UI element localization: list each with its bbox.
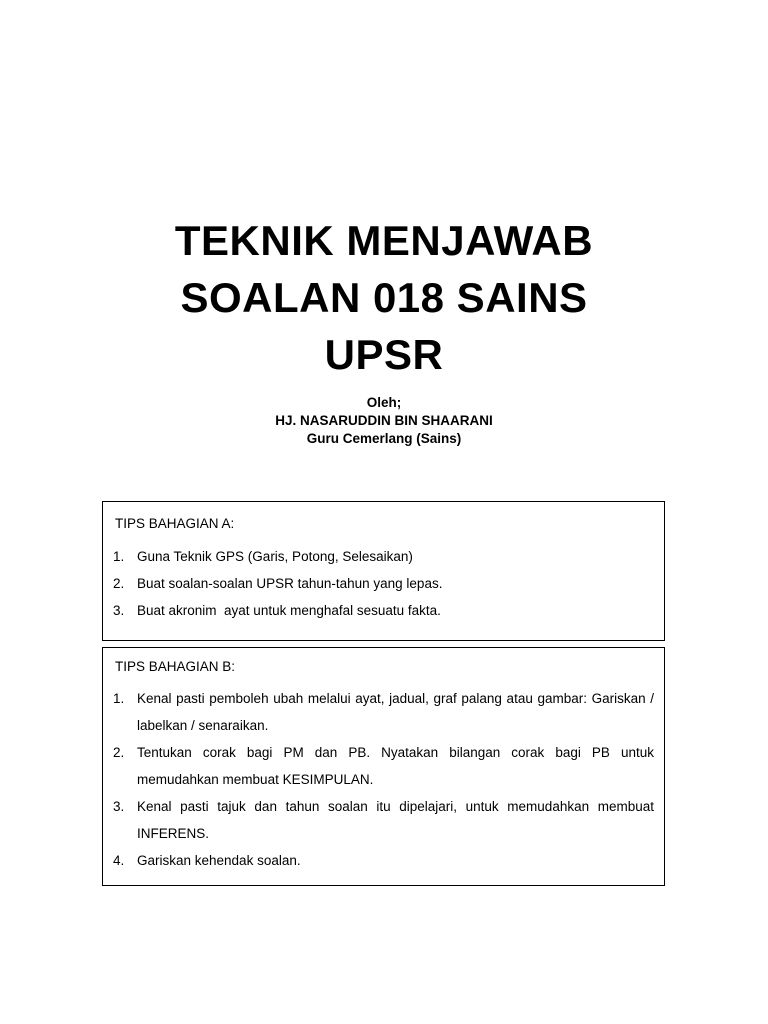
- list-item: [113, 543, 654, 570]
- author-role: Guru Cemerlang (Sains): [306, 431, 462, 446]
- list-item: [113, 597, 654, 624]
- list-item: [113, 793, 654, 847]
- section-b-heading: TIPS BAHAGIAN B:: [115, 659, 236, 674]
- list-item: [113, 685, 654, 739]
- list-item: [113, 570, 654, 597]
- title-line-2: SOALAN 018 SAINS: [180, 274, 588, 321]
- byline-label: Oleh;: [366, 395, 402, 410]
- section-a-list: [113, 543, 654, 624]
- item-number: 1.: [113, 691, 125, 706]
- item-text: Tentukan corak bagi PM dan PB. Nyatakan bilangan corak bagi PB untuk memudahkan membuat KESIMPULAN.: [137, 745, 654, 787]
- item-number: 3.: [113, 799, 125, 814]
- item-text: Guna Teknik GPS (Garis, Potong, Selesaikan): [137, 549, 413, 564]
- section-a-heading: TIPS BAHAGIAN A:: [115, 516, 235, 531]
- item-text: Gariskan kehendak soalan.: [137, 853, 301, 868]
- item-number: 3.: [113, 603, 125, 618]
- list-item: [113, 739, 654, 793]
- item-text: Buat akronim ayat untuk menghafal sesuatu fakta.: [137, 603, 441, 618]
- document-title: [0, 212, 768, 383]
- item-number: 1.: [113, 549, 125, 564]
- item-number: 2.: [113, 576, 125, 591]
- item-text: Buat soalan-soalan UPSR tahun-tahun yang lepas.: [137, 576, 443, 591]
- tips-section-a-box: [102, 501, 665, 641]
- tips-section-b-box: [102, 647, 665, 886]
- item-number: 4.: [113, 853, 125, 868]
- byline: [0, 394, 768, 448]
- item-text: Kenal pasti tajuk dan tahun soalan itu dipelajari, untuk memudahkan membuat INFERENS.: [137, 799, 654, 841]
- section-b-list: [113, 685, 654, 874]
- item-text: Kenal pasti pemboleh ubah melalui ayat, jadual, graf palang atau gambar: Gariskan / labelkan / senaraikan.: [137, 691, 654, 733]
- title-line-3: UPSR: [324, 331, 444, 378]
- list-item: [113, 847, 654, 874]
- title-line-1: TEKNIK MENJAWAB: [174, 217, 594, 264]
- item-number: 2.: [113, 745, 125, 760]
- author-name: HJ. NASARUDDIN BIN SHAARANI: [275, 413, 493, 428]
